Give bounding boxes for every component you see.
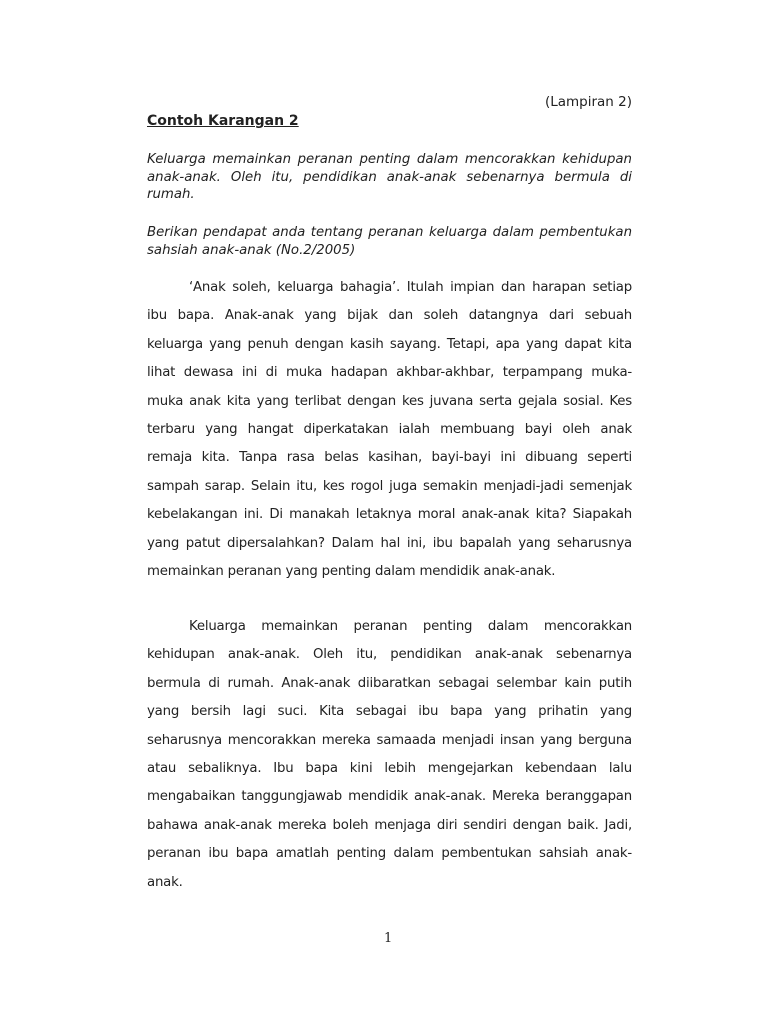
text-line: bermula di rumah. Anak-anak diibaratkan sebagai selembar kain putih xyxy=(147,675,632,691)
document-title: Contoh Karangan 2 xyxy=(147,113,299,129)
text-line: peranan ibu bapa amatlah penting dalam pembentukan sahsiah anak- xyxy=(147,846,632,862)
text-line: remaja kita. Tanpa rasa belas kasihan, bayi-bayi ini dibuang seperti xyxy=(147,450,632,466)
essay-paragraph-1 xyxy=(147,274,632,586)
text-line: yang patut dipersalahkan? Dalam hal ini, ibu bapalah yang seharusnya xyxy=(147,535,632,551)
prompt-statement xyxy=(147,151,632,204)
text-line: ‘Anak soleh, keluarga bahagia’. Itulah impian dan harapan setiap xyxy=(189,280,632,295)
text-line: Keluarga memainkan peranan penting dalam mencorakkan kehidupan xyxy=(147,152,632,167)
text-line: atau sebaliknya. Ibu bapa kini lebih mengejarkan kebendaan lalu xyxy=(147,760,632,776)
essay-paragraph-2 xyxy=(147,613,632,897)
page-number: 1 xyxy=(384,931,393,946)
text-line: anak. xyxy=(147,874,183,890)
text-line: mengabaikan tanggungjawab mendidik anak-anak. Mereka beranggapan xyxy=(147,789,632,805)
text-line: bahawa anak-anak mereka boleh menjaga diri sendiri dengan baik. Jadi, xyxy=(147,817,632,833)
text-line: Keluarga memainkan peranan penting dalam mencorakkan xyxy=(189,619,632,634)
text-line: ibu bapa. Anak-anak yang bijak dan soleh datangnya dari sebuah xyxy=(147,308,632,324)
text-line: yang bersih lagi suci. Kita sebagai ibu bapa yang prihatin yang xyxy=(147,704,632,720)
text-line: lihat dewasa ini di muka hadapan akhbar-akhbar, terpampang muka- xyxy=(147,365,632,381)
text-line: anak-anak. Oleh itu, pendidikan anak-anak sebenarnya bermula di xyxy=(147,169,632,185)
text-line: Berikan pendapat anda tentang peranan keluarga dalam pembentukan xyxy=(147,225,632,240)
text-line: kehidupan anak-anak. Oleh itu, pendidikan anak-anak sebenarnya xyxy=(147,647,632,663)
text-line: sahsiah anak-anak (No.2/2005) xyxy=(147,242,356,258)
appendix-label: (Lampiran 2) xyxy=(544,94,632,110)
prompt-question xyxy=(147,224,632,259)
text-line: muka anak kita yang terlibat dengan kes juvana serta gejala sosial. Kes xyxy=(147,393,632,409)
text-line: sampah sarap. Selain itu, kes rogol juga semakin menjadi-jadi semenjak xyxy=(147,478,632,494)
text-line: seharusnya mencorakkan mereka samaada menjadi insan yang berguna xyxy=(147,732,632,748)
text-line: kebelakangan ini. Di manakah letaknya moral anak-anak kita? Siapakah xyxy=(147,507,632,523)
text-line: memainkan peranan yang penting dalam mendidik anak-anak. xyxy=(147,563,556,579)
text-line: terbaru yang hangat diperkatakan ialah membuang bayi oleh anak xyxy=(147,421,632,437)
text-line: rumah. xyxy=(147,187,195,203)
text-line: keluarga yang penuh dengan kasih sayang. Tetapi, apa yang dapat kita xyxy=(147,336,632,352)
